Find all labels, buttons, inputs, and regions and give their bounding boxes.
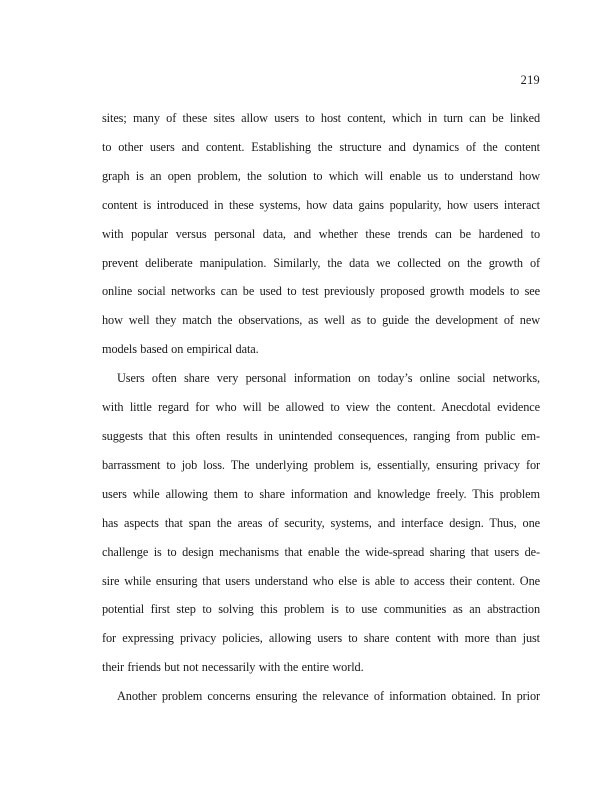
text-line-p2-l5: users while allowing them to share information and knowledge freely. This problem — [102, 486, 540, 501]
text-line-p2-l8: sire while ensuring that users understand who else is able to access their content. One — [102, 573, 540, 588]
text-line-p2-l11: their friends but not necessarily with the entire world. — [102, 660, 364, 675]
page-number: 219 — [520, 73, 540, 87]
text-line-p2-l6: has aspects that span the areas of security, systems, and interface design. Thus, one — [102, 515, 540, 530]
document-body — [102, 104, 540, 711]
text-line-p1-l6: prevent deliberate manipulation. Similarly, the data we collected on the growth of — [102, 255, 540, 270]
text-line-p1-l3: graph is an open problem, the solution to which will enable us to understand how — [102, 168, 540, 183]
text-line-p1-l1: sites; many of these sites allow users to host content, which in turn can be linked — [102, 111, 540, 125]
text-line-p1-l9: models based on empirical data. — [102, 342, 259, 357]
text-line-p2-l3: suggests that this often results in unintended consequences, ranging from public em- — [102, 428, 540, 443]
text-line-p2-l4: barrassment to job loss. The underlying problem is, essentially, ensuring privacy for — [102, 457, 540, 472]
text-line-p1-l5: with popular versus personal data, and whether these trends can be hardened to — [102, 226, 540, 241]
text-line-p1-l2: to other users and content. Establishing the structure and dynamics of the content — [102, 139, 540, 154]
text-line-p1-l4: content is introduced in these systems, how data gains popularity, how users interact — [102, 197, 540, 212]
text-line-p2-l10: for expressing privacy policies, allowing users to share content with more than just — [102, 631, 540, 646]
text-line-p3-l1: Another problem concerns ensuring the relevance of information obtained. In prior — [117, 689, 540, 704]
text-line-p2-l1: Users often share very personal information on today’s online social networks, — [117, 371, 540, 386]
text-line-p2-l9: potential first step to solving this problem is to use communities as an abstraction — [102, 602, 540, 617]
text-line-p1-l7: online social networks can be used to test previously proposed growth models to see — [102, 284, 540, 299]
text-line-p2-l2: with little regard for who will be allowed to view the content. Anecdotal evidence — [102, 400, 540, 415]
text-line-p1-l8: how well they match the observations, as well as to guide the development of new — [102, 313, 540, 328]
text-line-p2-l7: challenge is to design mechanisms that enable the wide-spread sharing that users de- — [102, 544, 540, 559]
